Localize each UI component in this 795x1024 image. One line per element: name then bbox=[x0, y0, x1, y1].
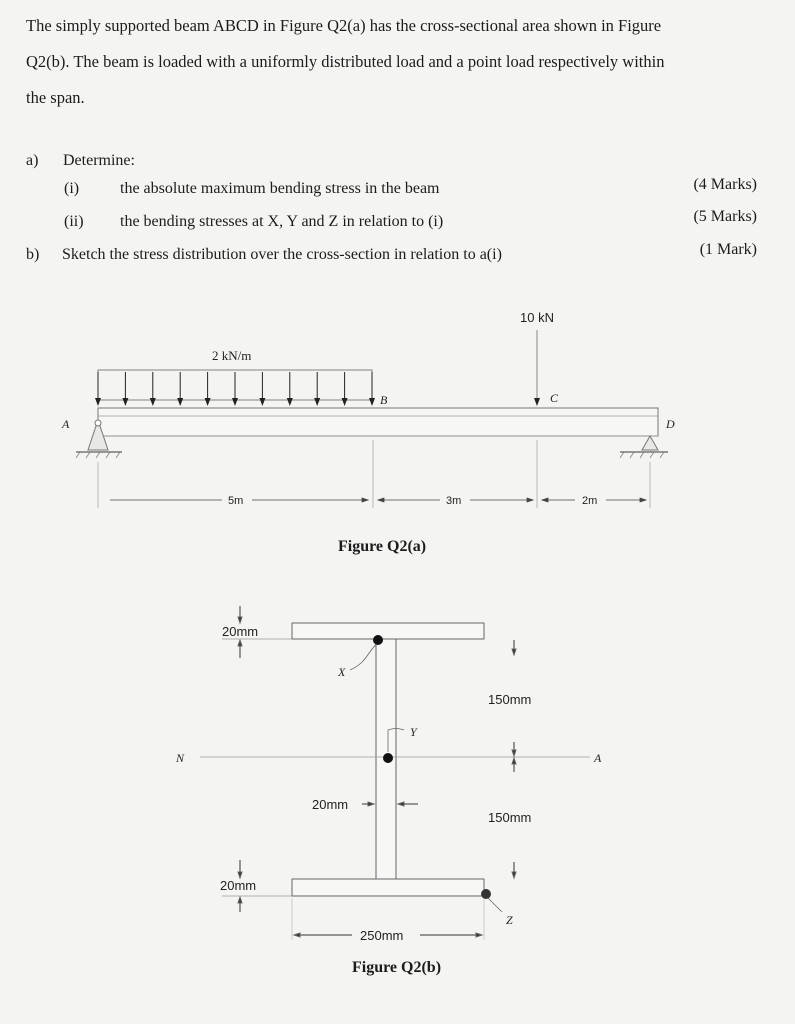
udl-arrow-head bbox=[95, 398, 101, 406]
part-a-i-label: (i) bbox=[64, 180, 80, 197]
part-a-i-marks: (4 Marks) bbox=[693, 176, 757, 193]
web-thickness-label: 20mm bbox=[312, 797, 349, 812]
part-a-ii-label: (ii) bbox=[64, 213, 84, 230]
udl-arrow-head bbox=[177, 398, 183, 406]
udl-arrow-head bbox=[150, 398, 156, 406]
span-dim-3m: 3m bbox=[446, 495, 462, 507]
roller-support-d bbox=[620, 436, 668, 458]
point-z-label: Z bbox=[506, 913, 513, 927]
span-dim-2m: 2m bbox=[582, 495, 598, 507]
intro-line-1: The simply supported beam ABCD in Figure Q2(a) has the cross-sectional area shown in Figure bbox=[26, 16, 662, 35]
span-dimension-lines bbox=[110, 498, 646, 502]
figure-q2a-caption: Figure Q2(a) bbox=[338, 538, 427, 555]
figure-q2b-caption: Figure Q2(b) bbox=[352, 959, 442, 976]
point-y-label: Y bbox=[410, 725, 417, 739]
udl-arrow-head bbox=[342, 398, 348, 406]
point-x-marker bbox=[373, 635, 383, 645]
bottom-flange-thickness-label: 20mm bbox=[220, 878, 257, 893]
udl-label: 2 kN/m bbox=[212, 348, 252, 363]
point-z-marker bbox=[481, 889, 491, 899]
udl-load bbox=[95, 370, 375, 406]
part-a-label: a) bbox=[26, 152, 39, 169]
udl-arrow-head bbox=[232, 398, 238, 406]
support-label-d: D bbox=[666, 417, 675, 431]
part-b-label: b) bbox=[26, 246, 40, 263]
lower-web-height-label: 150mm bbox=[488, 810, 532, 825]
top-flange bbox=[292, 623, 484, 639]
figure-q2b bbox=[200, 606, 590, 940]
part-a-ii-text: the bending stresses at X, Y and Z in relation to (i) bbox=[120, 213, 444, 230]
part-a-i-text: the absolute maximum bending stress in the beam bbox=[120, 180, 440, 197]
bottom-flange bbox=[292, 879, 484, 896]
top-flange-thickness-label: 20mm bbox=[222, 624, 259, 639]
udl-arrow-head bbox=[122, 398, 128, 406]
part-b-marks: (1 Mark) bbox=[699, 241, 757, 258]
udl-arrow-head bbox=[259, 398, 265, 406]
udl-arrow-head bbox=[314, 398, 320, 406]
udl-arrow-head bbox=[369, 398, 375, 406]
udl-arrow-head bbox=[287, 398, 293, 406]
point-load-arrow bbox=[534, 330, 540, 406]
part-a-text: Determine: bbox=[63, 152, 135, 169]
udl-arrow-head bbox=[205, 398, 211, 406]
neutral-axis-label-n: N bbox=[176, 751, 185, 765]
support-label-a: A bbox=[62, 417, 70, 431]
beam-body bbox=[98, 408, 658, 436]
point-load-label: 10 kN bbox=[520, 310, 554, 325]
point-label-c: C bbox=[550, 391, 559, 405]
span-dim-5m: 5m bbox=[228, 495, 244, 507]
part-a-ii-marks: (5 Marks) bbox=[693, 208, 757, 225]
intro-line-2: Q2(b). The beam is loaded with a uniformly distributed load and a point load respectively within bbox=[26, 52, 665, 71]
point-x-label: X bbox=[338, 665, 346, 679]
part-b-text: Sketch the stress distribution over the cross-section in relation to a(i) bbox=[62, 246, 502, 263]
neutral-axis-label-a: A bbox=[594, 751, 602, 765]
point-y-marker bbox=[383, 753, 393, 763]
point-label-b: B bbox=[380, 393, 388, 407]
upper-web-height-label: 150mm bbox=[488, 692, 532, 707]
intro-line-3: the span. bbox=[26, 88, 85, 107]
figure-q2a bbox=[76, 330, 668, 508]
bottom-flange-width-label: 250mm bbox=[360, 928, 404, 943]
